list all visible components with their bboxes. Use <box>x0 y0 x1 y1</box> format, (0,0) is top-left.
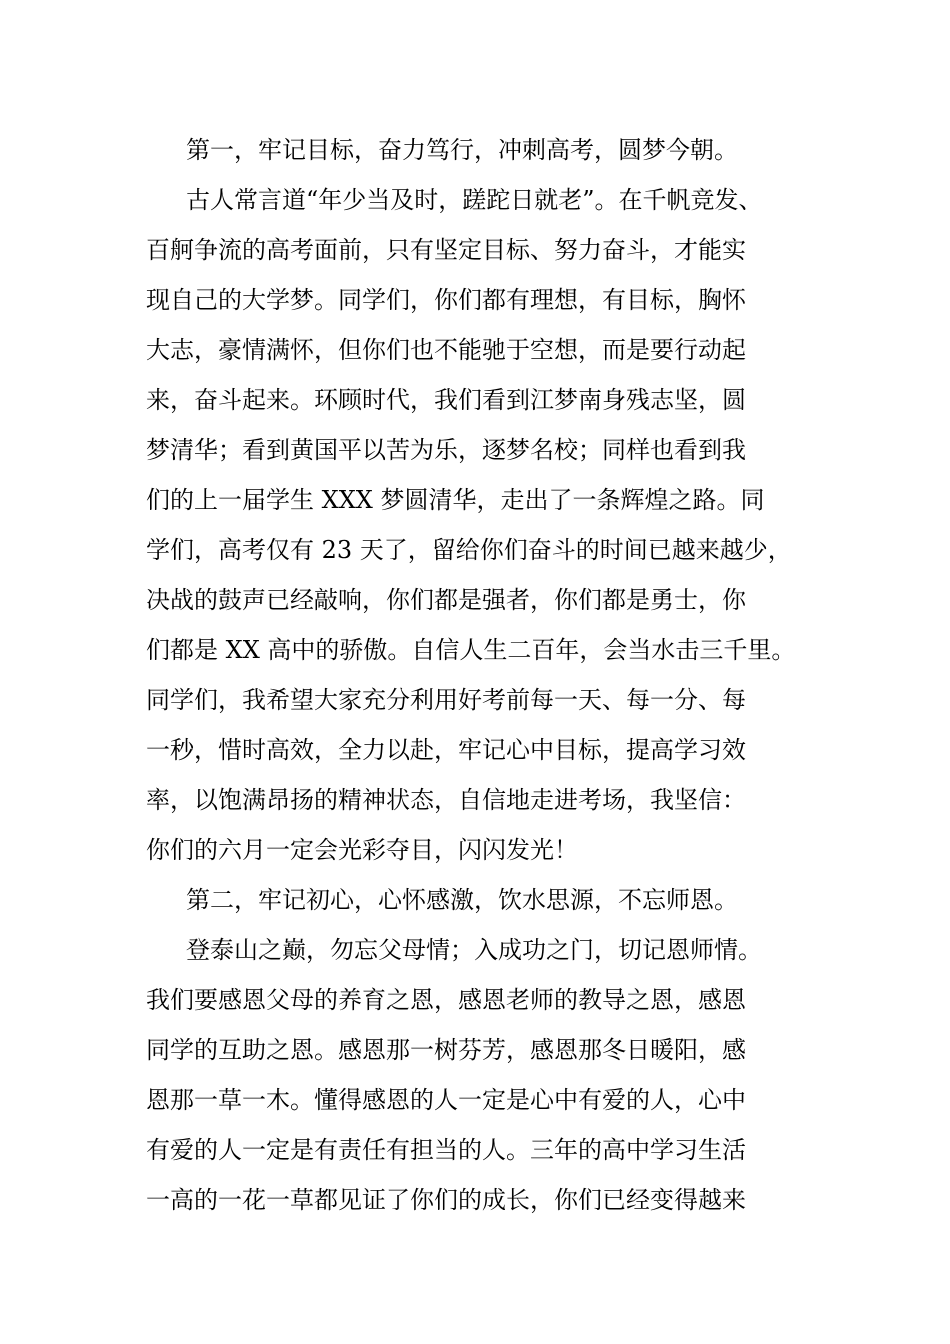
paragraph-line: 同学们，我希望大家充分利用好考前每一天、每一分、每 <box>146 686 746 714</box>
paragraph-line: 同学的互助之恩。感恩那一树芬芳，感恩那冬日暖阳，感 <box>146 1036 746 1064</box>
paragraph-line: 学们，高考仅有 23 天了，留给你们奋斗的时间已越来越少， <box>146 536 792 564</box>
paragraph-line: 现自己的大学梦。同学们，你们都有理想，有目标，胸怀 <box>146 286 746 314</box>
paragraph-line: 大志，豪情满怀，但你们也不能驰于空想，而是要行动起 <box>146 336 746 364</box>
paragraph-line: 来，奋斗起来。环顾时代，我们看到江梦南身残志坚，圆 <box>146 386 746 414</box>
paragraph-line: 们的上一届学生 XXX 梦圆清华，走出了一条辉煌之路。同 <box>146 486 765 514</box>
paragraph-line: 有爱的人一定是有责任有担当的人。三年的高中学习生活 <box>146 1136 746 1164</box>
paragraph-line: 率，以饱满昂扬的精神状态，自信地走进考场，我坚信： <box>146 786 746 814</box>
paragraph-line: 我们要感恩父母的养育之恩，感恩老师的教导之恩，感恩 <box>146 986 746 1014</box>
paragraph-line: 们都是 XX 高中的骄傲。自信人生二百年，会当水击三千里。 <box>146 636 796 664</box>
document-body <box>146 125 826 1225</box>
paragraph-line: 决战的鼓声已经敲响，你们都是强者，你们都是勇士，你 <box>146 586 746 614</box>
paragraph-line: 百舸争流的高考面前，只有坚定目标、努力奋斗，才能实 <box>146 236 746 264</box>
paragraph-line: 恩那一草一木。懂得感恩的人一定是心中有爱的人，心中 <box>146 1086 746 1114</box>
paragraph-line: 一高的一花一草都见证了你们的成长，你们已经变得越来 <box>146 1186 746 1214</box>
heading-point-two: 第二，牢记初心，心怀感激，饮水思源，不忘师恩。 <box>186 886 738 914</box>
paragraph-line: 登泰山之巅，勿忘父母情；入成功之门，切记恩师情。 <box>186 936 762 964</box>
paragraph-line: 一秒，惜时高效，全力以赴，牢记心中目标，提高学习效 <box>146 736 746 764</box>
heading-point-one: 第一，牢记目标，奋力笃行，冲刺高考，圆梦今朝。 <box>186 136 738 164</box>
paragraph-line: 梦清华；看到黄国平以苦为乐，逐梦名校；同样也看到我 <box>146 436 746 464</box>
paragraph-line: 你们的六月一定会光彩夺目，闪闪发光！ <box>146 836 578 864</box>
paragraph-line: 古人常言道“年少当及时，蹉跎日就老”。在千帆竞发、 <box>186 186 763 214</box>
